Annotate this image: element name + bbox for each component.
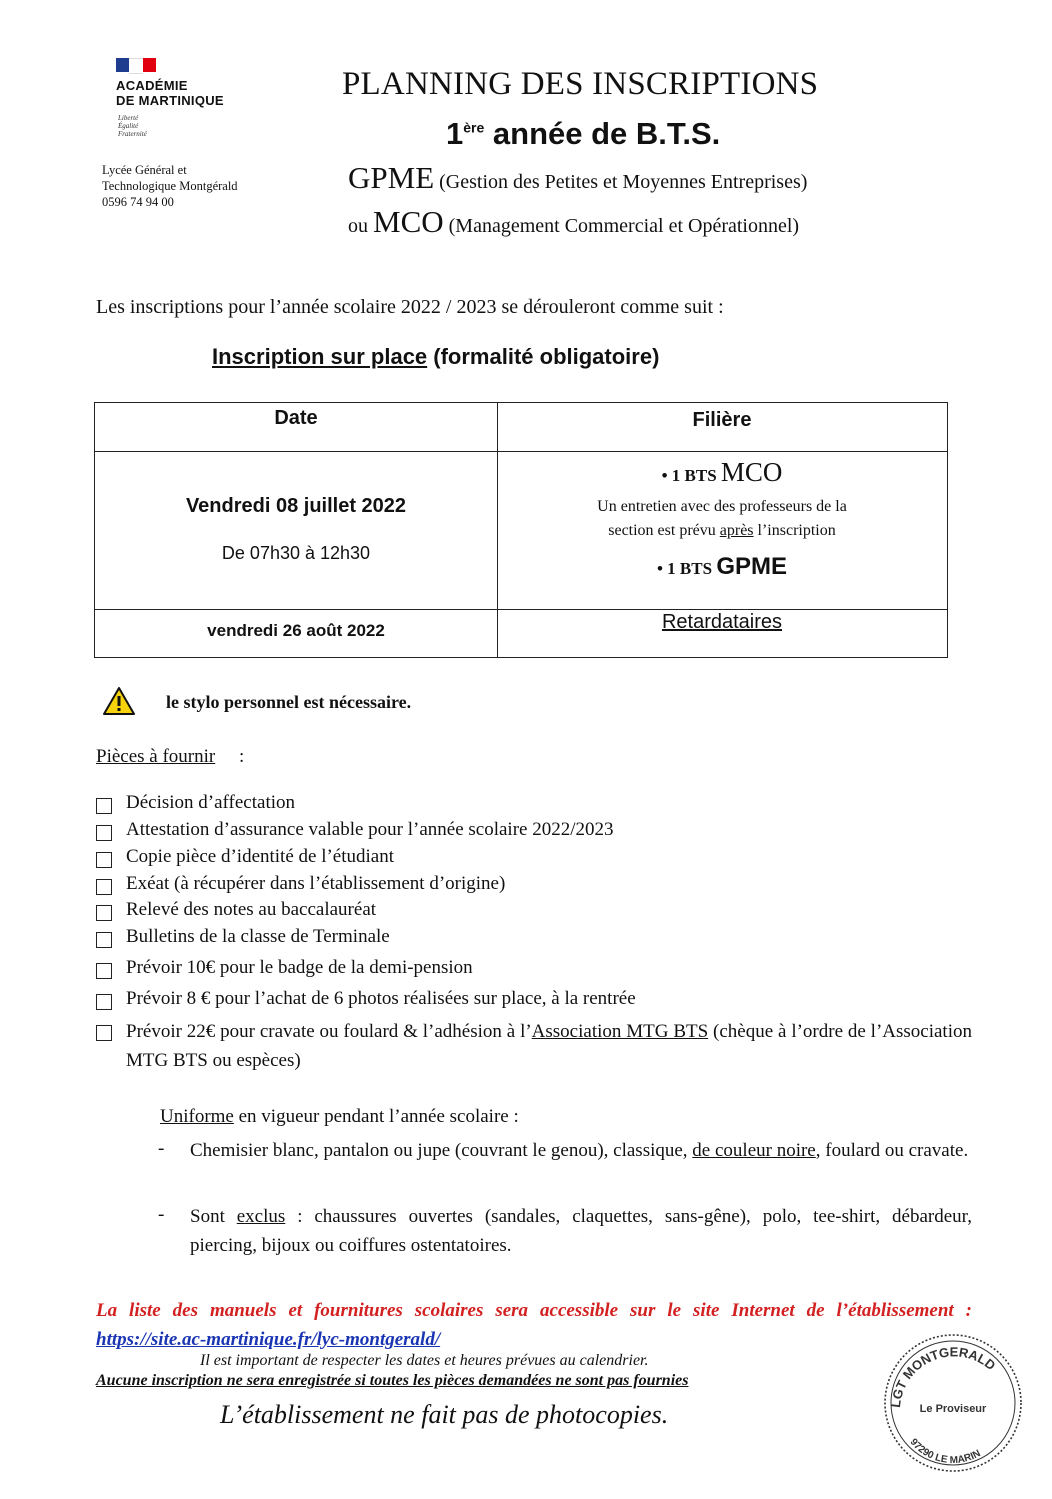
list-item: Prévoir 10€ pour le badge de la demi-pension [126,957,473,978]
checkbox[interactable] [96,852,112,868]
row1-hours: De 07h30 à 12h30 [221,543,371,563]
uniform-title: Uniforme en vigueur pendant l’année scolaire : [160,1106,519,1127]
mco-title: ou MCO (Management Commercial et Opérationnel) [348,204,800,239]
list-item: Attestation d’assurance valable pour l’année scolaire 2022/2023 [126,819,614,840]
list-item: Bulletins de la classe de Terminale [126,926,390,947]
svg-text:97290 LE MARIN [908,1437,983,1466]
row1-mco: • 1 BTS MCO [661,457,783,487]
no-registration-warning: Aucune inscription ne sera enregistrée si toutes les pièces demandées ne sont pas fournies [96,1372,689,1389]
checkbox[interactable] [96,994,112,1010]
checkbox[interactable] [96,825,112,841]
checkbox[interactable] [96,798,112,814]
checkbox[interactable] [96,963,112,979]
year-title: 1ère année de B.T.S. [446,116,721,151]
school-website-link[interactable]: https://site.ac-martinique.fr/lyc-montgerald/ [96,1329,441,1350]
uniform-item: Chemisier blanc, pantalon ou jupe (couvrant le genou), classique, de couleur noire, foulard ou cravate. [190,1140,969,1161]
section-heading: Inscription sur place (formalité obligatoire) [212,344,660,369]
header-filiere: Filière [692,409,752,431]
list-item: Relevé des notes au baccalauréat [126,899,377,920]
uniform-item: Sont exclus : chaussures ouvertes (sandales, claquettes, sans-gêne), polo, tee-shirt, débardeur, piercing, bijoux ou coiffures ostentatoires. [190,1206,972,1256]
stamp-bottom-text: 97290 LE MARIN [907,1436,983,1467]
republic-flag-logo [116,58,156,72]
school-stamp [880,1330,1026,1476]
list-item: Décision d’affectation [126,792,295,813]
gpme-title: GPME (Gestion des Petites et Moyennes Entreprises) [348,160,808,195]
no-photocopies-note: L’établissement ne fait pas de photocopies. [220,1400,669,1429]
pieces-colon: : [239,746,245,767]
dash-bullet: - [158,1204,165,1225]
warning-text: le stylo personnel est nécessaire. [166,692,412,712]
warning-icon [102,686,136,716]
svg-text:LGT MONTGERALD [888,1344,998,1408]
row2-filiere: Retardataires [661,611,783,633]
list-item: Exéat (à récupérer dans l’établissement d’origine) [126,873,506,894]
row1-date: Vendredi 08 juillet 2022 [185,495,407,517]
page-title: PLANNING DES INSCRIPTIONS [342,66,819,102]
intro-text: Les inscriptions pour l’année scolaire 2022 / 2023 se dérouleront comme suit : [96,296,724,318]
dash-bullet: - [158,1138,165,1159]
academie-name: ACADÉMIE DE MARTINIQUE [116,78,224,108]
pieces-title: Pièces à fournir [96,746,216,767]
stamp-top-text: LGT MONTGERALD [887,1344,999,1409]
list-item: Copie pièce d’identité de l’étudiant [126,846,395,867]
row1-note: Un entretien avec des professeurs de la section est prévu après l’inscription [597,498,847,539]
stamp-middle-text: Le Proviseur [919,1403,987,1415]
checkbox[interactable] [96,879,112,895]
row1-gpme: • 1 BTS GPME [656,553,788,580]
list-item: Prévoir 8 € pour l’achat de 6 photos réalisées sur place, à la rentrée [126,988,636,1009]
checkbox[interactable] [96,905,112,921]
list-item: Prévoir 22€ pour cravate ou foulard & l’adhésion à l’Association MTG BTS (chèque à l’ordre de l’Association MTG BTS ou espèces) [126,1021,972,1071]
checkbox[interactable] [96,932,112,948]
important-note: Il est important de respecter les dates et heures prévues au calendrier. [200,1352,649,1369]
header-date: Date [274,407,318,429]
republic-motto: Liberté Égalité Fraternité [118,114,147,138]
manuals-notice: La liste des manuels et fournitures scolaires sera accessible sur le site Internet de l’établissement : https://site.ac-martinique.fr/lyc-montgerald/ [96,1300,972,1350]
checkbox[interactable] [96,1025,112,1041]
row2-date: vendredi 26 août 2022 [207,621,385,640]
schedule-table [94,402,948,658]
school-info: Lycée Général et Technologique Montgérald 0596 74 94 00 [102,163,238,209]
